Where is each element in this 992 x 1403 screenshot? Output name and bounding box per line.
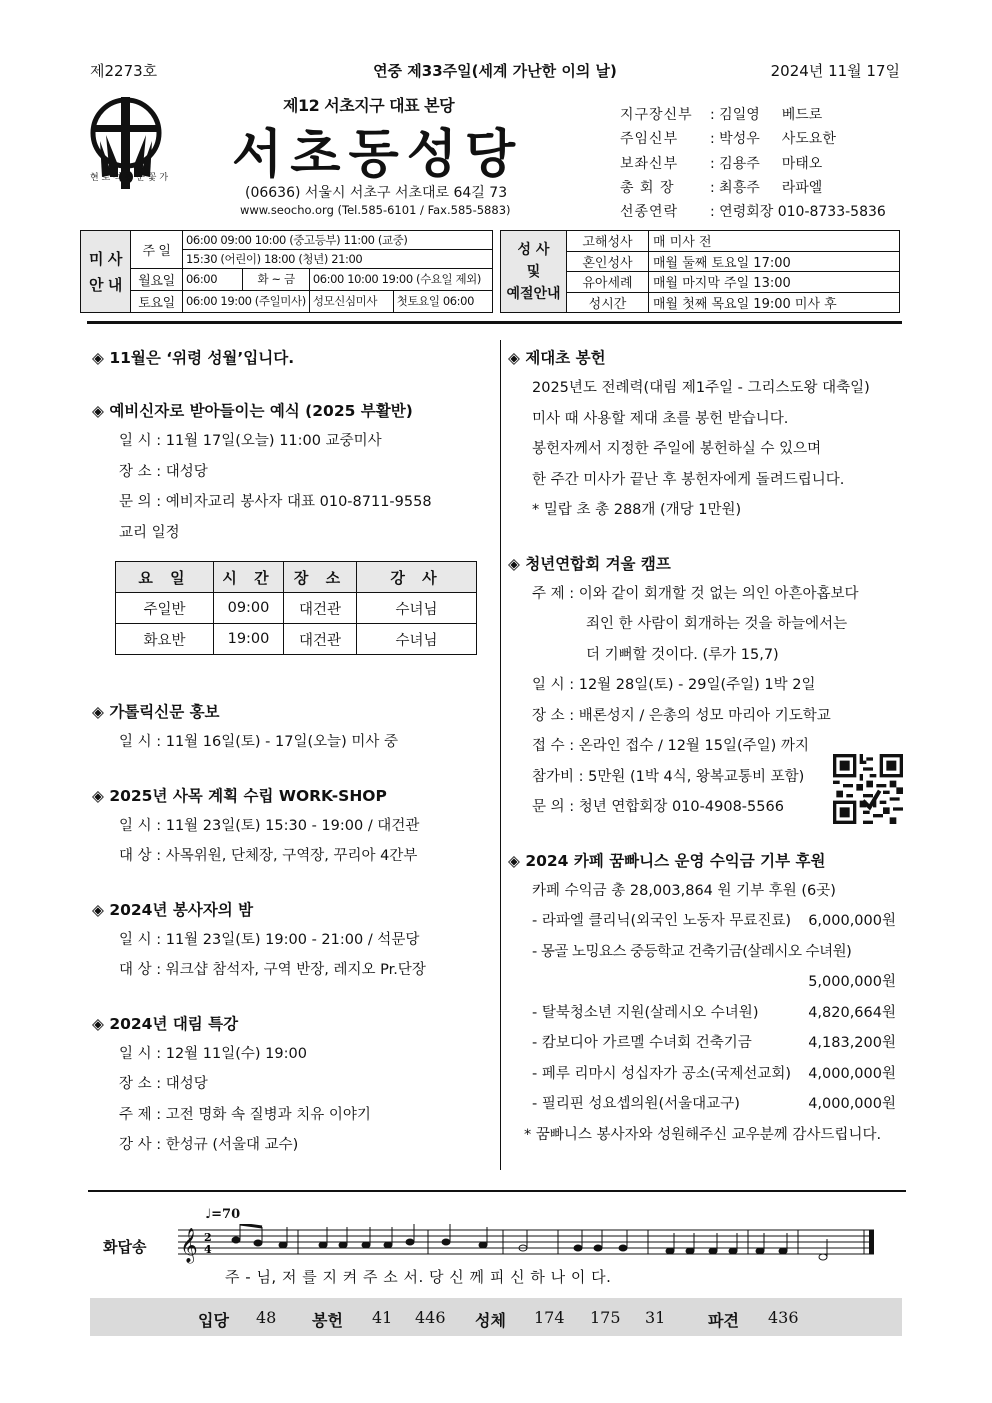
table-row: 주일반 09:00 대건관 수녀님 (116, 593, 477, 624)
donation-row: - 필리핀 성요셉의원(서울대교구) 4,000,000원 (532, 1096, 896, 1112)
hymn-bar: 입당 48 봉헌 41 446 성체 174 175 31 파견 436 (90, 1298, 902, 1336)
svg-text:2: 2 (204, 1231, 212, 1244)
left-column: ◈ 11월은 ‘위령 성월’입니다. ◈ 예비신자로 받아들이는 예식 (2025 부활반) 일 시 : 11월 17일(오늘) 11:00 교중미사 장 소 : 대성당 문 의 : 예비자교리 봉사자 대표 010-8711-9558 교리 일정 ◈ 가톨릭신문 홍보 일 시 : 11월 16일(토) - 17일(오늘) 미사 중 ◈ 2025년 사목 계획 수립 WORK-SHOP 일 시 : 11월 23일(토) 15:30 - 19:00 / 대건관 대 상 : 사목위원, 단체장, 구역장, 꾸리아 4간부 ◈ 2024년 봉사자의 밤 일 시 : 11월 23일(토) 19:00 - 21:00 / 석문당 대 상 : 워크샵 참석자, 구역 반장, 레지오 Pr.단장 ◈ 2024년 대림 특강 일 시 : 12월 11일(수) 19:00 장 소 : 대성당 주 제 : 고전 명화 속 질병과 치유 이야기 강 사 : 한성규 (서울대 교수) (92, 343, 492, 1161)
catechism-table: 요 일 시 간 장 소 강 사 주일반 09:00 대건관 수녀님 화요반 19:00 대건관 수녀님 (115, 561, 477, 655)
sunday-title: 연중 제33주일(세계 가난한 이의 날) (373, 62, 617, 80)
psalm-label: 화답송 (103, 1238, 147, 1256)
donation-row: - 탈북청소년 지원(살레시오 수녀원) 4,820,664원 (532, 1004, 896, 1021)
notice-title: ◈ 2024년 대림 특강 (92, 1014, 239, 1033)
church-emblem-icon (88, 95, 178, 215)
top-bar (90, 60, 900, 84)
title-small: 제12 서초지구 대표 본당 (283, 96, 455, 115)
divider (88, 1190, 906, 1192)
clergy-row: 주임신부 : 박성우 사도요한 (620, 131, 836, 148)
clergy-list (620, 103, 886, 224)
mass-header: 미 사 안 내 (81, 231, 131, 313)
donation-row: - 페루 리마시 성십자가 공소(국제선교회) 4,000,000원 (532, 1065, 896, 1082)
issue-number: 제2273호 (90, 62, 158, 80)
music-staff (178, 1224, 878, 1264)
notice-title: ◈ 예비신자로 받아들이는 예식 (2025 부활반) (92, 402, 413, 420)
column-divider (500, 340, 501, 1170)
notice-title: ◈ 가톨릭신문 홍보 (92, 703, 220, 721)
donation-row: - 캄보디아 가르멜 수녀회 건축기금 4,183,200원 (532, 1035, 896, 1051)
divider (87, 321, 902, 324)
table-row: 화요반 19:00 대건관 수녀님 (116, 624, 477, 655)
address: (06636) 서울시 서초구 서초대로 64길 73 (245, 185, 508, 201)
tempo-mark: ♩=70 (205, 1207, 241, 1222)
qr-code-icon[interactable] (833, 754, 903, 824)
notice-title: ◈ 11월은 ‘위령 성월’입니다. (92, 349, 295, 367)
parish-title: 서초동성당 (232, 125, 524, 185)
website: www.seocho.org (Tel.585-6101 / Fax.585-5883) (240, 203, 511, 217)
svg-text:𝄞: 𝄞 (180, 1228, 198, 1263)
clergy-row: 총 회 장 : 최흥주 라파엘 (620, 179, 823, 196)
mass-schedule-table: 미 사 안 내 주 일 06:00 09:00 10:00 (중고등부) 11:00 (교중) 15:30 (어린이) 18:00 (청년) 21:00 월요일 06:00 화 ~ 금 06:00 10:00 19:00 (수요일 제외) 토요일 06:00 19:00 (주일미사) 성모신심미사 첫토요일 06:00 (80, 230, 493, 313)
issue-date: 2024년 11월 17일 (770, 62, 900, 80)
donation-row: 5,000,000원 (808, 974, 896, 990)
svg-text:4: 4 (204, 1243, 212, 1256)
clergy-row: 지구장신부 : 김일영 베드로 (620, 107, 823, 123)
notice-title: ◈ 청년연합회 겨울 캠프 (508, 554, 671, 573)
sacrament-header: 성 사 및 예절안내 (501, 231, 567, 313)
psalm-lyrics: 주 - 님, 저 를 지 켜 주 소 서. 당 신 께 피 신 하 나 이 다. (225, 1268, 612, 1286)
notice-title: ◈ 2025년 사목 계획 수립 WORK-SHOP (92, 786, 387, 805)
donation-row: - 라파엘 클리닉(외국인 노동자 무료진료) 6,000,000원 (532, 913, 896, 929)
sacrament-table: 성 사 및 예절안내 고해성사 매 미사 전 혼인성사 매월 둘째 토요일 17:00 유아세례 매월 마지막 주일 13:00 성시간 매월 첫째 목요일 19:00 미사 후 (500, 230, 900, 313)
clergy-row: 선종연락 : 연령회장 010-8733-5836 (620, 204, 886, 221)
notice-title: ◈ 2024 카페 꿈빠니스 운영 수익금 기부 후원 (508, 851, 826, 870)
emblem-text: 현 로 석 를 문 꽃 가 (90, 173, 169, 183)
notice-title: ◈ 제대초 봉헌 (508, 349, 606, 367)
right-column: ◈ 제대초 봉헌 2025년도 전례력(대림 제1주일 - 그리스도왕 대축일) 미사 때 사용할 제대 초를 봉헌 받습니다. 봉헌자께서 지정한 주일에 봉헌하실 수 있으며 한 주간 미사가 끝난 후 봉헌자에게 돌려드립니다. * 밀랍 초 총 288개 (개당 1만원) ◈ 청년연합회 겨울 캠프 주 제 : 이와 같이 회개할 것 없는 의인 아흔아홉보다 죄인 한 사람이 회개하는 것을 하늘에서는 더 기뻐할 것이다. (루가 15,7) 일 시 : 12월 28일(토) - 29일(주일) 1박 2일 장 소 : 배론성지 / 은총의 성모 마리아 기도학교 접 수 : 온라인 접수 / 12월 15일(주일) 까지 참가비 : 5만원 (1박 4식, 왕복교통비 포함) 문 의 : 청년 연합회장 010-4908-5566 ◈ 2024 카페 꿈빠니스 운영 수익금 기부 후원 카페 수익금 총 28,003,864 원 기부 후원 (6곳) - 라파엘 클리닉(외국인 노동자 무료진료) 6,000,000원 - 몽골 노밍요스 중등학교 건축기금(살레시오 수녀원) 5,000,000원 - 탈북청소년 지원(살레시오 수녀원) 4,820,664원 - 캄보디아 가르멜 수녀회 건축기금 4,183,200원 - 페루 리마시 성십자가 공소(국제선교회) 4,000,000원 - 필리핀 성요셉의원(서울대교구) 4,000,000원 * 꿈빠니스 봉사자와 성원해주신 교우분께 감사드립니다. (508, 343, 902, 1150)
notice-title: ◈ 2024년 봉사자의 밤 (92, 900, 254, 919)
clergy-row: 보좌신부 : 김용주 마태오 (620, 155, 823, 172)
donation-row: - 몽골 노밍요스 중등학교 건축기금(살레시오 수녀원) (532, 943, 852, 960)
